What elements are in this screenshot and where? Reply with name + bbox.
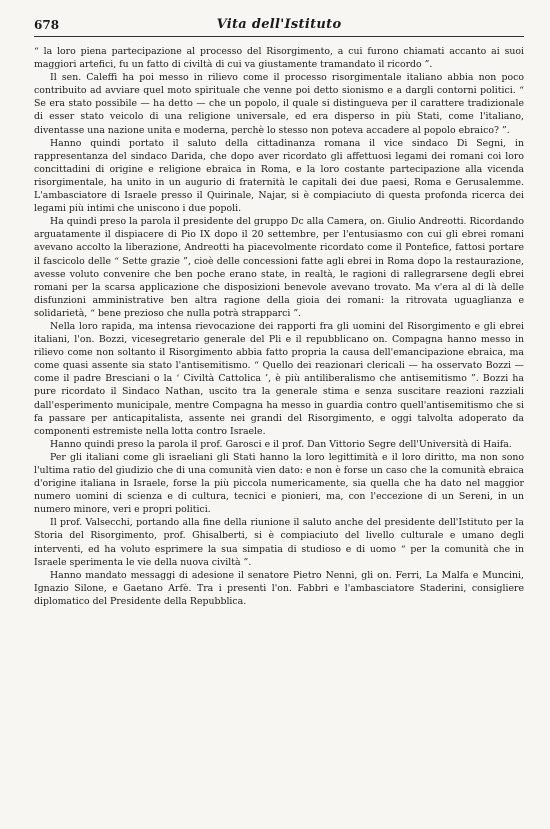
paragraph-9: Hanno mandato messaggi di adesione il senatore Pietro Nenni, gli on. Ferri, La Malfa e Muncini, Ignazio Silone, e Gaetano Arfè. Tra i presenti l'on. Fabbri e l'ambasciatore Staderini, consigliere diplomatico del Presidente della Repubblica. [34, 569, 524, 607]
paragraph-4: Ha quindi preso la parola il presidente del gruppo Dc alla Camera, on. Giulio Andreotti. Ricordando arguatamente il dispiacere di Pio IX dopo il 20 settembre, per l'entusiasmo con cui gli ebrei romani avevano accolto la liberazione, Andreotti ha piacevolmente ricordato come il Pontefice, fattosi portare il fascicolo delle “ Sette grazie ”, cioè delle concessioni fatte agli ebrei in Roma dopo la restaurazione, avesse voluto convenire che ben poche erano state, in realtà, le ragioni di rallegrarsene degli ebrei romani per la scarsa applicazione che disposizioni benevole avevano trovato. Ma v'era al di là delle disfunzioni amministrative ben altra ragione della gioia dei romani: la ritrovata uguaglianza e solidarietà, “ bene prezioso che nulla potrà strapparci ”. [34, 216, 524, 319]
paragraph-1: “ la loro piena partecipazione al processo del Risorgimento, a cui furono chiamati accanto ai suoi maggiori artefici, fu un fatto di civiltà di cui va giustamente tramandato il ricordo ”. [34, 46, 524, 71]
article-body [34, 45, 524, 608]
paragraph-5: Nella loro rapida, ma intensa rievocazione dei rapporti fra gli uomini del Risorgimento e gli ebrei italiani, l'on. Bozzi, vicesegretario generale del Pli e il repubblicano on. Compagna hanno messo in rilievo come non soltanto il Risorgimento abbia fatto propria la causa dell'emancipazione ebraica, ma come quasi assente sia stato l'antisemitismo. “ Quello dei reazionari clericali — ha osservato Bozzi — come il padre Bresciani o la ‘ Civiltà Cattolica ’, è più antiliberalismo che antisemitismo ”. Bozzi ha pure ricordato il Sindaco Nathan, uscito tra la generale stima e senza suscitare reazioni razziali dall'esperimento municipale, mentre Compagna ha messo in guardia contro quell'antisemitismo che si fa passare per anticapitalista, assente nei grandi del Risorgimento, e oggi talvolta adoperato da componenti estremiste nella lotta contro Israele. [34, 320, 524, 437]
paragraph-6: Hanno quindi preso la parola il prof. Garosci e il prof. Dan Vittorio Segre dell'Università di Haifa. [50, 438, 512, 450]
page-number: 678 [34, 18, 60, 32]
paragraph-7: Per gli italiani come gli israeliani gli Stati hanno la loro legittimità e il loro diritto, ma non sono l'ultima ratio del giudizio che di una comunità vien dato: e non è forse un caso che la comunità ebraica d'origine italiana in Israele, forse la più piccola numericamente, sia quella che ha dato nel maggior numero uomini di scienza e di cultura, tecnici e pionieri, ma, con l'eccezione di un Sereni, in un numero minore, veri e propri politici. [34, 451, 524, 516]
running-header [34, 16, 524, 37]
paragraph-3: Hanno quindi portato il saluto della cittadinanza romana il vice sindaco Di Segni, in rappresentanza del sindaco Darida, che dopo aver ricordato gli affettuosi legami dei romani coi loro concittadini di origine e religione ebraica in Roma, e la loro costante partecipazione alla vicenda risorgimentale, ha unito in un augurio di fraternità le capitali dei due paesi, Roma e Gerusalemme. L'ambasciatore di Israele presso il Quirinale, Najar, si è compiaciuto di questa profonda ricerca dei legami più intimi che uniscono i due popoli. [34, 137, 524, 215]
paragraph-2: Il sen. Caleffi ha poi messo in rilievo come il processo risorgimentale italiano abbia non poco contribuito ad avviare quel moto spirituale che venne poi detto sionismo e a dargli contorni politici. “ Se era stato possibile — ha detto — che un popolo, il quale si distingueva per il carattere tradizionale di esser stato veicolo di una religione universale, ed era disperso in più Stati, come l'italiano, diventasse una nazione unita e moderna, perchè lo stesso non poteva accadere al popolo ebraico? ”. [34, 72, 524, 136]
paragraph-8: Il prof. Valsecchi, portando alla fine della riunione il saluto anche del presidente dell'Istituto per la Storia del Risorgimento, prof. Ghisalberti, si è compiaciuto del livello culturale e umano degli interventi, ed ha voluto esprimere la sua simpatia di studioso e di uomo “ per la comunità che in Israele sperimenta le vie della nuova civiltà ”. [34, 517, 524, 568]
journal-title: Vita dell'Istituto [216, 17, 342, 32]
